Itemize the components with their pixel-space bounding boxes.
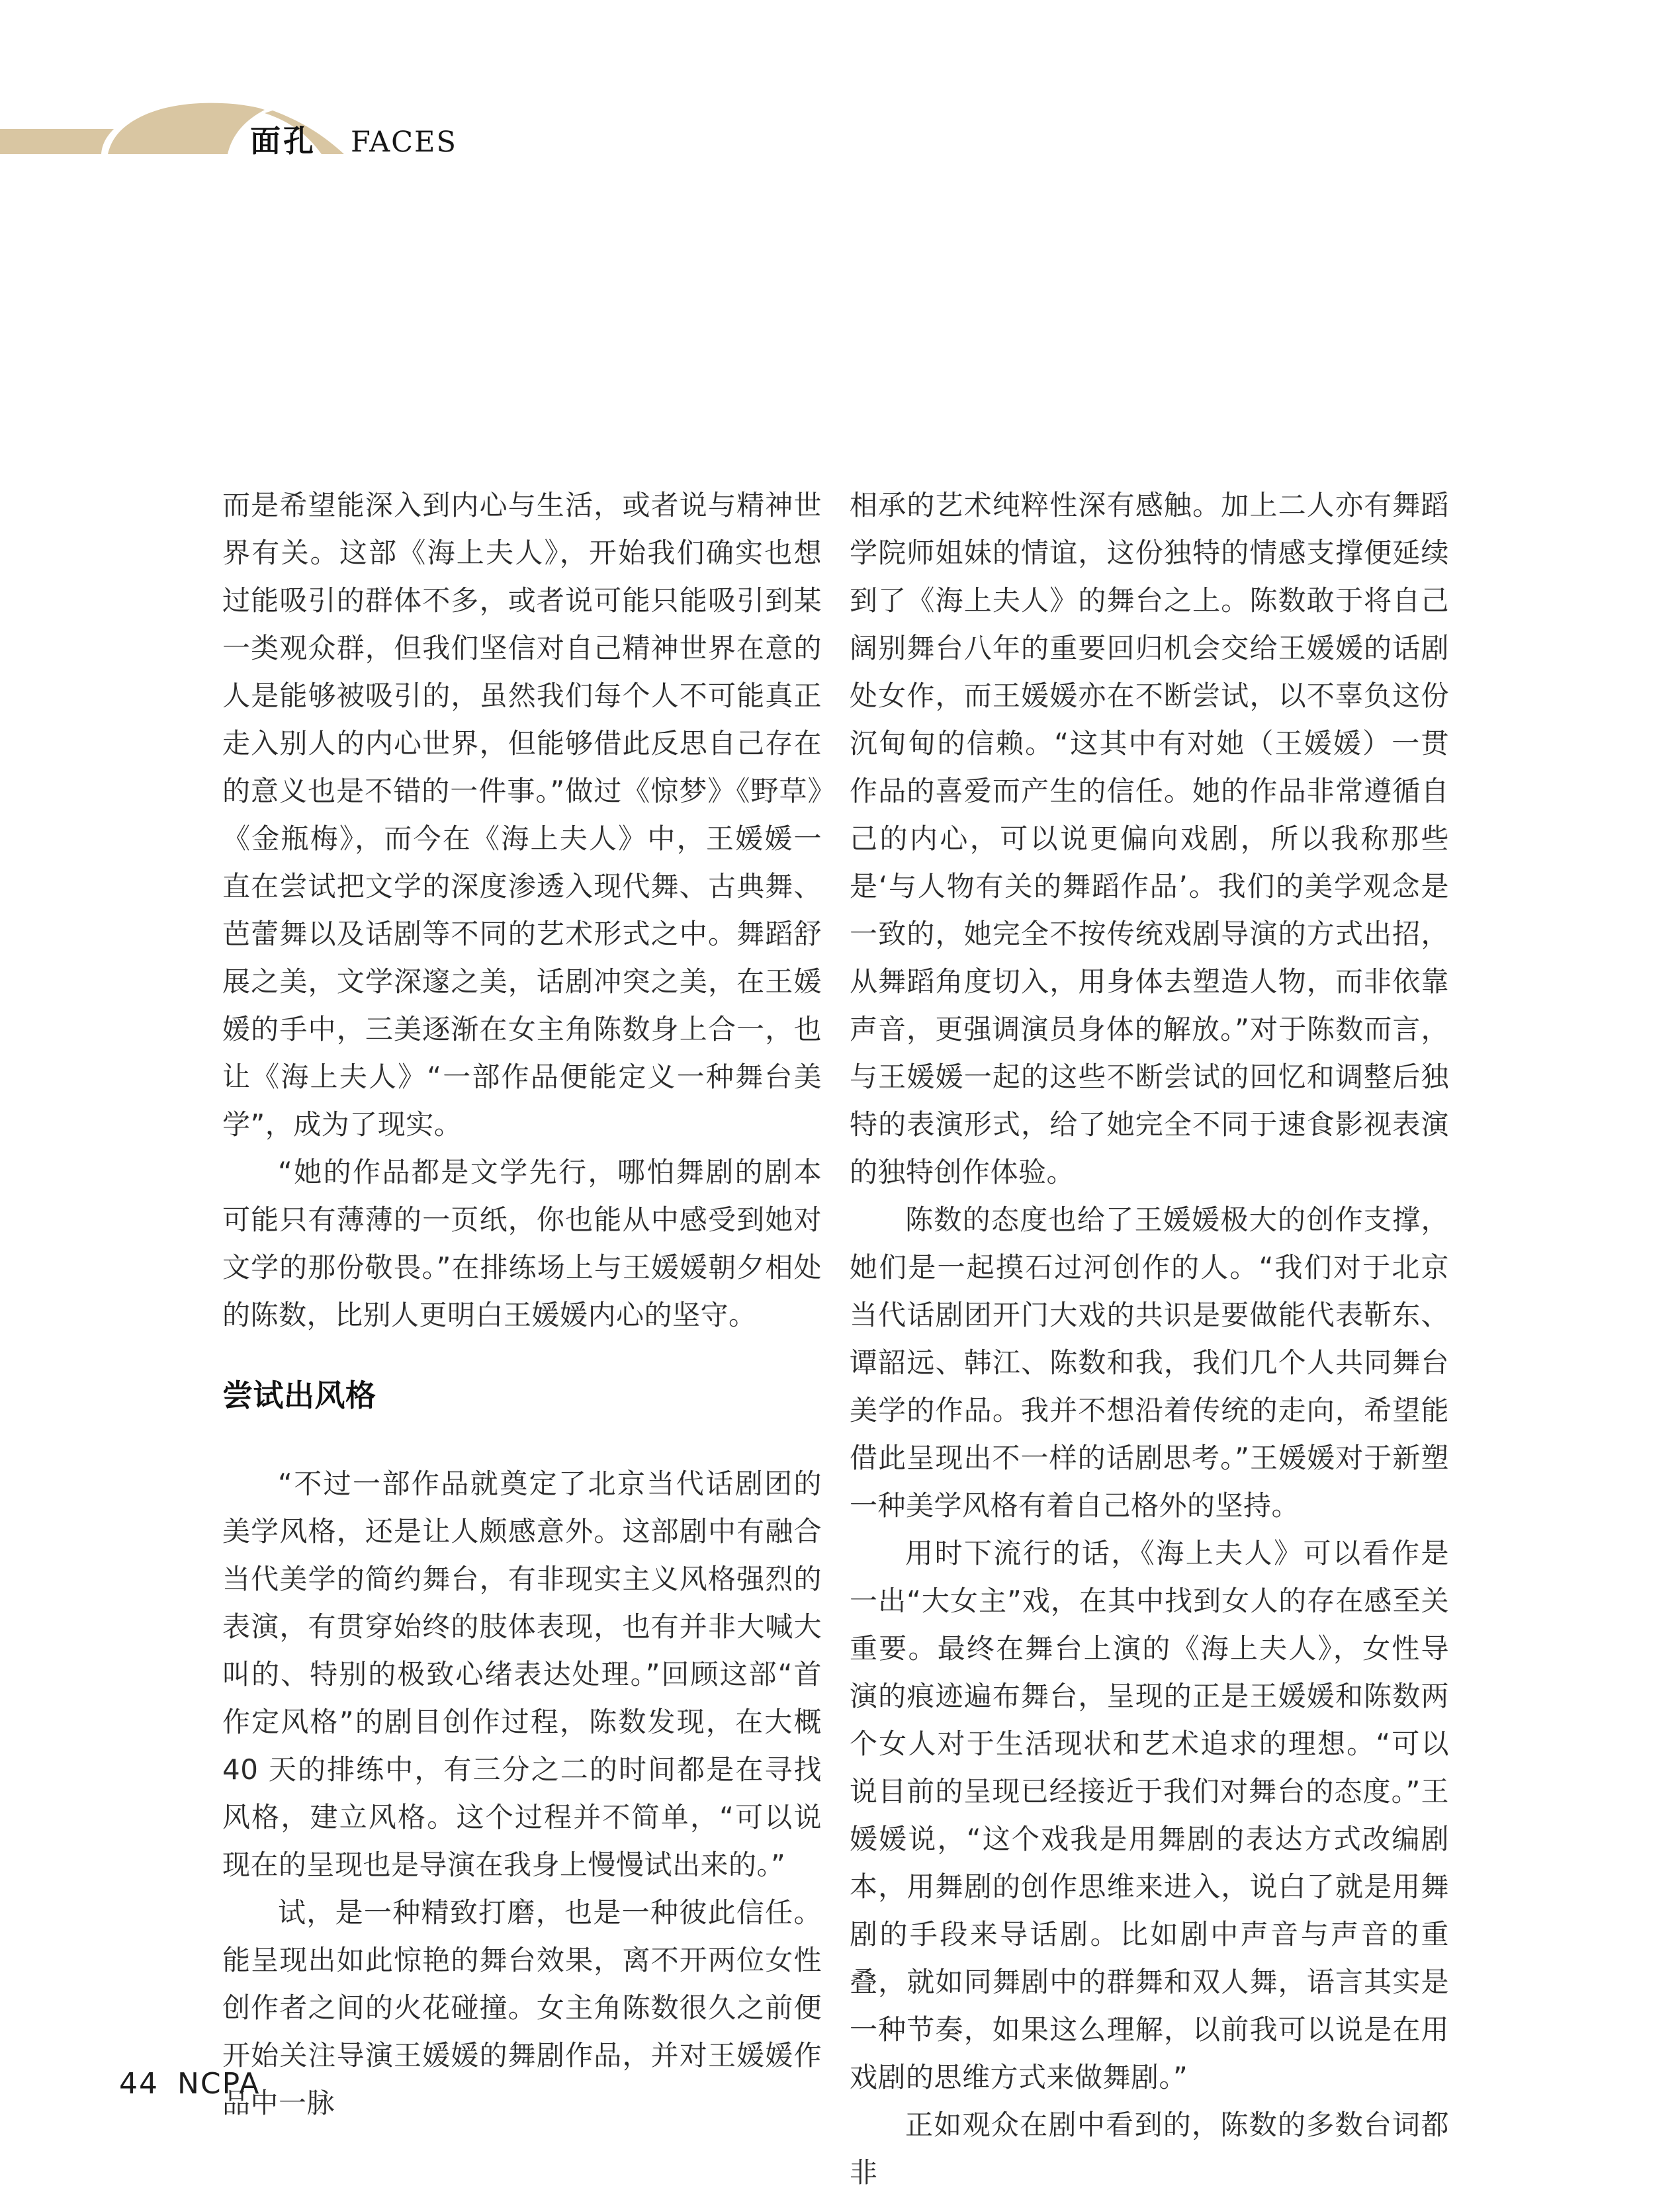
- header-bar-shape: [0, 129, 114, 154]
- paragraph: 而是希望能深入到内心与生活，或者说与精神世界有关。这部《海上夫人》，开始我们确实也想过能吸引的群体不多，或者说可能只能吸引到某一类观众群，但我们坚信对自己精神世界在意的人是能够被吸引的，虽然我们每个人不可能真正走入别人的内心世界，但能够借此反思自己存在的意义也是不错的一件事。”做过《惊梦》《野草》《金瓶梅》，而今在《海上夫人》中，王媛媛一直在尝试把文学的深度渗透入现代舞、古典舞、芭蕾舞以及话剧等不同的艺术形式之中。舞蹈舒展之美，文学深邃之美，话剧冲突之美，在王媛媛的手中，三美逐渐在女主角陈数身上合一，也让《海上夫人》“一部作品便能定义一种舞台美学”，成为了现实。: [222, 489, 822, 1141]
- page-footer: [119, 2067, 260, 2101]
- paragraph: 试，是一种精致打磨，也是一种彼此信任。能呈现出如此惊艳的舞台效果，离不开两位女性创作者之间的火花碰撞。女主角陈数很久之前便开始关注导演王媛媛的舞剧作品，并对王媛媛作品中一脉: [222, 1896, 822, 2119]
- paragraph: “她的作品都是文学先行，哪怕舞剧的剧本可能只有薄薄的一页纸，你也能从中感受到她对文学的那份敬畏。”在排练场上与王媛媛朝夕相处的陈数，比别人更明白王媛媛内心的坚守。: [222, 1156, 822, 1331]
- header-hill-shape: [108, 103, 265, 154]
- paragraph: 用时下流行的话，《海上夫人》可以看作是一出“大女主”戏，在其中找到女人的存在感至关重要。最终在舞台上演的《海上夫人》，女性导演的痕迹遍布舞台，呈现的正是王媛媛和陈数两个女人对于生活现状和艺术追求的理想。“可以说目前的呈现已经接近于我们对舞台的态度。”王媛媛说，“这个戏我是用舞剧的表达方式改编剧本，用舞剧的创作思维来进入，说白了就是用舞剧的手段来导话剧。比如剧中声音与声音的重叠，就如同舞剧中的群舞和双人舞，语言其实是一种节奏，如果这么理解，以前我可以说是在用戏剧的思维方式来做舞剧。”: [850, 1537, 1449, 2093]
- article-column-left: [222, 482, 822, 2127]
- paragraph: 正如观众在剧中看到的，陈数的多数台词都非: [850, 2109, 1449, 2188]
- section-title-english: FACES: [351, 126, 457, 159]
- paragraph: 相承的艺术纯粹性深有感触。加上二人亦有舞蹈学院师姐妹的情谊，这份独特的情感支撑便延续到了《海上夫人》的舞台之上。陈数敢于将自己阔别舞台八年的重要回归机会交给王媛媛的话剧处女作，而王媛媛亦在不断尝试，以不辜负这份沉甸甸的信赖。“这其中有对她（王媛媛）一贯作品的喜爱而产生的信任。她的作品非常遵循自己的内心，可以说更偏向戏剧，所以我称那些是‘与人物有关的舞蹈作品’。我们的美学观念是一致的，她完全不按传统戏剧导演的方式出招，从舞蹈角度切入，用身体去塑造人物，而非依靠声音，更强调演员身体的解放。”对于陈数而言，与王媛媛一起的这些不断尝试的回忆和调整后独特的表演形式，给了她完全不同于速食影视表演的独特创作体验。: [850, 489, 1449, 1188]
- paragraph: 陈数的态度也给了王媛媛极大的创作支撑，她们是一起摸石过河创作的人。“我们对于北京当代话剧团开门大戏的共识是要做能代表靳东、谭韶远、韩江、陈数和我，我们几个人共同舞台美学的作品。我并不想沿着传统的走向，希望能借此呈现出不一样的话剧思考。”王媛媛对于新塑一种美学风格有着自己格外的坚持。: [850, 1203, 1449, 1522]
- section-title-chinese: 面孔: [250, 123, 316, 159]
- page-header: [0, 99, 503, 165]
- paragraph: “不过一部作品就奠定了北京当代话剧团的美学风格，还是让人颇感意外。这部剧中有融合当代美学的简约舞台，有非现实主义风格强烈的表演，有贯穿始终的肢体表现，也有并非大喊大叫的、特别的极致心绪表达处理。”回顾这部“首作定风格”的剧目创作过程，陈数发现，在大概 40 天的排练中，有三分之二的时间都是在寻找风格，建立风格。这个过程并不简单，“可以说现在的呈现也是导演在我身上慢慢试出来的。”: [222, 1467, 822, 1881]
- article-column-right: [850, 482, 1449, 2188]
- page-number: 44: [119, 2067, 159, 2101]
- magazine-code: NCPA: [177, 2067, 261, 2101]
- section-heading: 尝试出风格: [222, 1378, 376, 1413]
